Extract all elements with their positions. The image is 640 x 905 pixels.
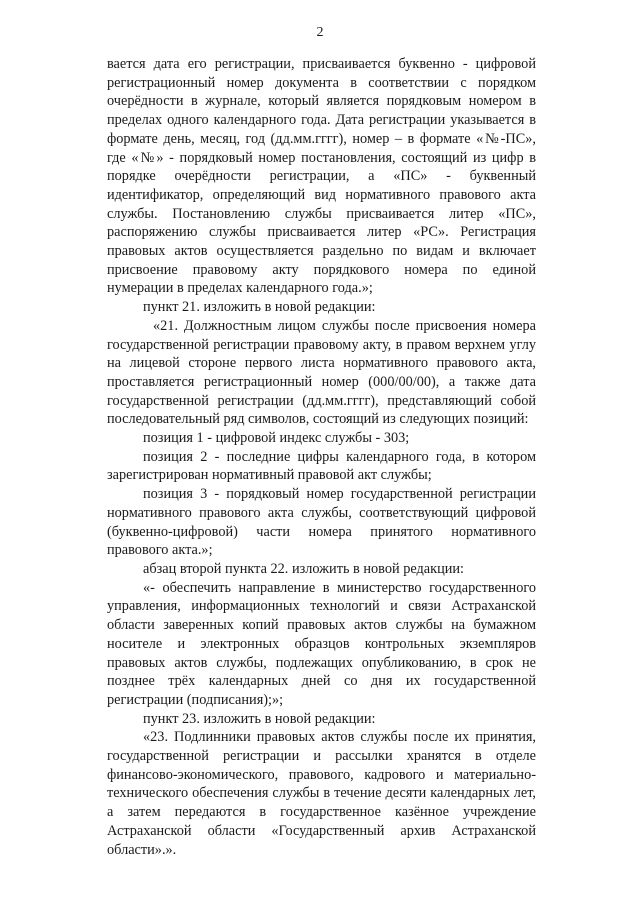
- body-paragraph: «23. Подлинники правовых актов службы после их принятия, государственной регистрации и рассылки хранятся в отделе финансово-экономического, правового, кадрового и материально-технического обеспечения службы в течение десяти календарных лет, а затем передаются в государственное казённое учреждение Астраханской области «Государственный архив Астраханской области».».: [107, 729, 536, 858]
- body-paragraph: вается дата его регистрации, присваивается буквенно - цифровой регистрационный номер документа в соответствии с порядком очерёдности в журнале, который является порядковым номером в пределах одного календарного года. Дата регистрации указывается в формате день, месяц, год (дд.мм.гггг), номер – в формате «№-ПС», где «№» - порядковый номер постановления, состоящий из цифр в порядке очерёдности регистрации, а «ПС» - буквенный идентификатор, определяющий вид нормативного правового акта службы. Постановлению службы присваивается литер «ПС», распоряжению службы присваивается литер «РС». Регистрация правовых актов осуществляется раздельно по видам и включает присвоение правовому акту порядкового номера по единой нумерации в пределах календарного года.»;: [107, 56, 536, 297]
- body-paragraph: абзац второй пункта 22. изложить в новой редакции:: [143, 560, 465, 577]
- body-paragraph: позиция 2 - последние цифры календарного года, в котором зарегистрирован нормативный правовой акт службы;: [107, 448, 536, 484]
- body-paragraph: «- обеспечить направление в министерство государственного управления, информационных технологий и связи Астраханской области заверенных копий правовых актов службы на бумажном носителе и электронных образцов контрольных экземпляров правовых актов службы, подлежащих опубликованию, в срок не позднее трёх календарных дней со дня их государственной регистрации (подписания);»;: [107, 579, 536, 708]
- body-paragraph: позиция 3 - порядковый номер государственной регистрации нормативного правового акта службы, соответствующий цифровой (буквенно-цифровой) части номера принятого нормативного правового акта.»;: [107, 486, 536, 559]
- document-body: [107, 55, 536, 859]
- body-paragraph: пункт 23. изложить в новой редакции:: [143, 710, 376, 727]
- body-paragraph: позиция 1 - цифровой индекс службы - 303;: [143, 430, 410, 447]
- page-number: 2: [316, 25, 324, 40]
- body-paragraph: «21. Должностным лицом службы после присвоения номера государственной регистрации правовому акту, в правом верхнем углу на лицевой стороне первого листа нормативного правового акта, проставляется регистрационный номер (000/00/00), а также дата государственной регистрации (дд.мм.гггг), представляющий собой последовательный ряд символов, состоящий из следующих позиций:: [107, 317, 536, 428]
- body-paragraph: пункт 21. изложить в новой редакции:: [143, 299, 376, 316]
